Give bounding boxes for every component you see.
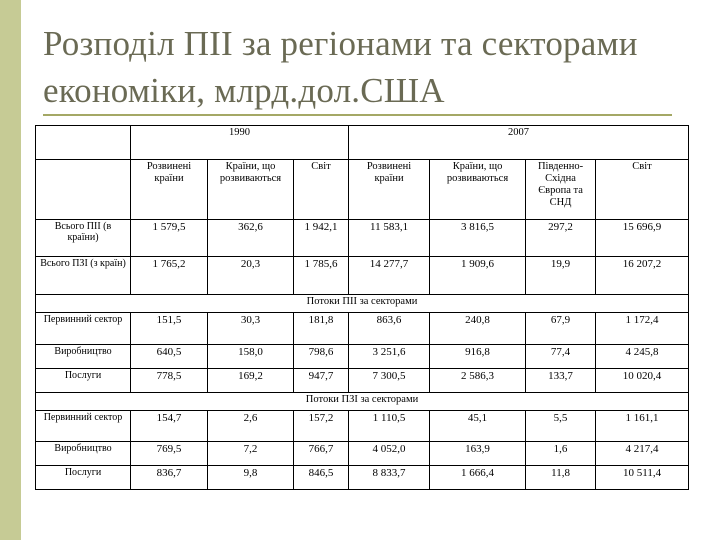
year-header-1990: 1990 bbox=[131, 126, 349, 160]
value-cell: 9,8 bbox=[208, 466, 294, 490]
value-cell: 916,8 bbox=[430, 345, 526, 369]
value-cell: 5,5 bbox=[526, 411, 596, 442]
column-header: Країни, що розвиваються bbox=[208, 160, 294, 220]
value-cell: 4 245,8 bbox=[596, 345, 689, 369]
section-header-row bbox=[36, 393, 689, 411]
label-header-cell bbox=[36, 160, 131, 220]
value-cell: 151,5 bbox=[131, 313, 208, 345]
value-cell: 1,6 bbox=[526, 442, 596, 466]
value-cell: 1 765,2 bbox=[131, 257, 208, 295]
value-cell: 640,5 bbox=[131, 345, 208, 369]
title-underline bbox=[43, 114, 672, 116]
column-header: Розвинені країни bbox=[131, 160, 208, 220]
value-cell: 7,2 bbox=[208, 442, 294, 466]
value-cell: 1 161,1 bbox=[596, 411, 689, 442]
value-cell: 158,0 bbox=[208, 345, 294, 369]
table-row bbox=[36, 220, 689, 257]
value-cell: 836,7 bbox=[131, 466, 208, 490]
corner-cell bbox=[36, 126, 131, 160]
value-cell: 20,3 bbox=[208, 257, 294, 295]
section-title: Потоки ПЗІ за секторами bbox=[36, 393, 689, 411]
value-cell: 77,4 bbox=[526, 345, 596, 369]
value-cell: 10 511,4 bbox=[596, 466, 689, 490]
value-cell: 8 833,7 bbox=[349, 466, 430, 490]
table-row bbox=[36, 313, 689, 345]
table-row bbox=[36, 411, 689, 442]
section-title: Потоки ПІІ за секторами bbox=[36, 295, 689, 313]
row-label: Всього ПЗІ (з країн) bbox=[36, 257, 131, 295]
value-cell: 157,2 bbox=[294, 411, 349, 442]
table-row bbox=[36, 345, 689, 369]
value-cell: 30,3 bbox=[208, 313, 294, 345]
section-header-row bbox=[36, 295, 689, 313]
value-cell: 181,8 bbox=[294, 313, 349, 345]
value-cell: 11 583,1 bbox=[349, 220, 430, 257]
value-cell: 7 300,5 bbox=[349, 369, 430, 393]
value-cell: 15 696,9 bbox=[596, 220, 689, 257]
value-cell: 1 579,5 bbox=[131, 220, 208, 257]
table-row bbox=[36, 442, 689, 466]
column-header: Розвинені країни bbox=[349, 160, 430, 220]
value-cell: 3 816,5 bbox=[430, 220, 526, 257]
column-header: Світ bbox=[294, 160, 349, 220]
value-cell: 14 277,7 bbox=[349, 257, 430, 295]
value-cell: 1 110,5 bbox=[349, 411, 430, 442]
table-row bbox=[36, 466, 689, 490]
value-cell: 863,6 bbox=[349, 313, 430, 345]
column-header: Країни, що розвиваються bbox=[430, 160, 526, 220]
column-header: Південно-Східна Європа та СНД bbox=[526, 160, 596, 220]
row-label: Первинний сектор bbox=[36, 313, 131, 345]
table-row bbox=[36, 369, 689, 393]
value-cell: 297,2 bbox=[526, 220, 596, 257]
row-label: Послуги bbox=[36, 369, 131, 393]
value-cell: 4 052,0 bbox=[349, 442, 430, 466]
value-cell: 1 666,4 bbox=[430, 466, 526, 490]
slide-title: Розподіл ПІІ за регіонами та секторами економіки, млрд.дол.США bbox=[43, 24, 638, 110]
value-cell: 1 785,6 bbox=[294, 257, 349, 295]
fdi-table bbox=[35, 125, 689, 490]
value-cell: 19,9 bbox=[526, 257, 596, 295]
value-cell: 766,7 bbox=[294, 442, 349, 466]
value-cell: 846,5 bbox=[294, 466, 349, 490]
row-label: Виробництво bbox=[36, 442, 131, 466]
value-cell: 240,8 bbox=[430, 313, 526, 345]
value-cell: 133,7 bbox=[526, 369, 596, 393]
accent-sidebar-bar bbox=[0, 0, 21, 540]
value-cell: 1 909,6 bbox=[430, 257, 526, 295]
value-cell: 10 020,4 bbox=[596, 369, 689, 393]
value-cell: 11,8 bbox=[526, 466, 596, 490]
value-cell: 2 586,3 bbox=[430, 369, 526, 393]
year-header-row bbox=[36, 126, 689, 160]
value-cell: 16 207,2 bbox=[596, 257, 689, 295]
column-header-row bbox=[36, 160, 689, 220]
value-cell: 798,6 bbox=[294, 345, 349, 369]
value-cell: 769,5 bbox=[131, 442, 208, 466]
year-header-2007: 2007 bbox=[349, 126, 689, 160]
row-label: Послуги bbox=[36, 466, 131, 490]
value-cell: 2,6 bbox=[208, 411, 294, 442]
value-cell: 947,7 bbox=[294, 369, 349, 393]
value-cell: 163,9 bbox=[430, 442, 526, 466]
value-cell: 3 251,6 bbox=[349, 345, 430, 369]
row-label: Первинний сектор bbox=[36, 411, 131, 442]
value-cell: 67,9 bbox=[526, 313, 596, 345]
row-label: Всього ПІІ (в країни) bbox=[36, 220, 131, 257]
value-cell: 45,1 bbox=[430, 411, 526, 442]
value-cell: 4 217,4 bbox=[596, 442, 689, 466]
value-cell: 1 172,4 bbox=[596, 313, 689, 345]
value-cell: 154,7 bbox=[131, 411, 208, 442]
value-cell: 362,6 bbox=[208, 220, 294, 257]
column-header: Світ bbox=[596, 160, 689, 220]
value-cell: 778,5 bbox=[131, 369, 208, 393]
value-cell: 1 942,1 bbox=[294, 220, 349, 257]
value-cell: 169,2 bbox=[208, 369, 294, 393]
table-row bbox=[36, 257, 689, 295]
row-label: Виробництво bbox=[36, 345, 131, 369]
